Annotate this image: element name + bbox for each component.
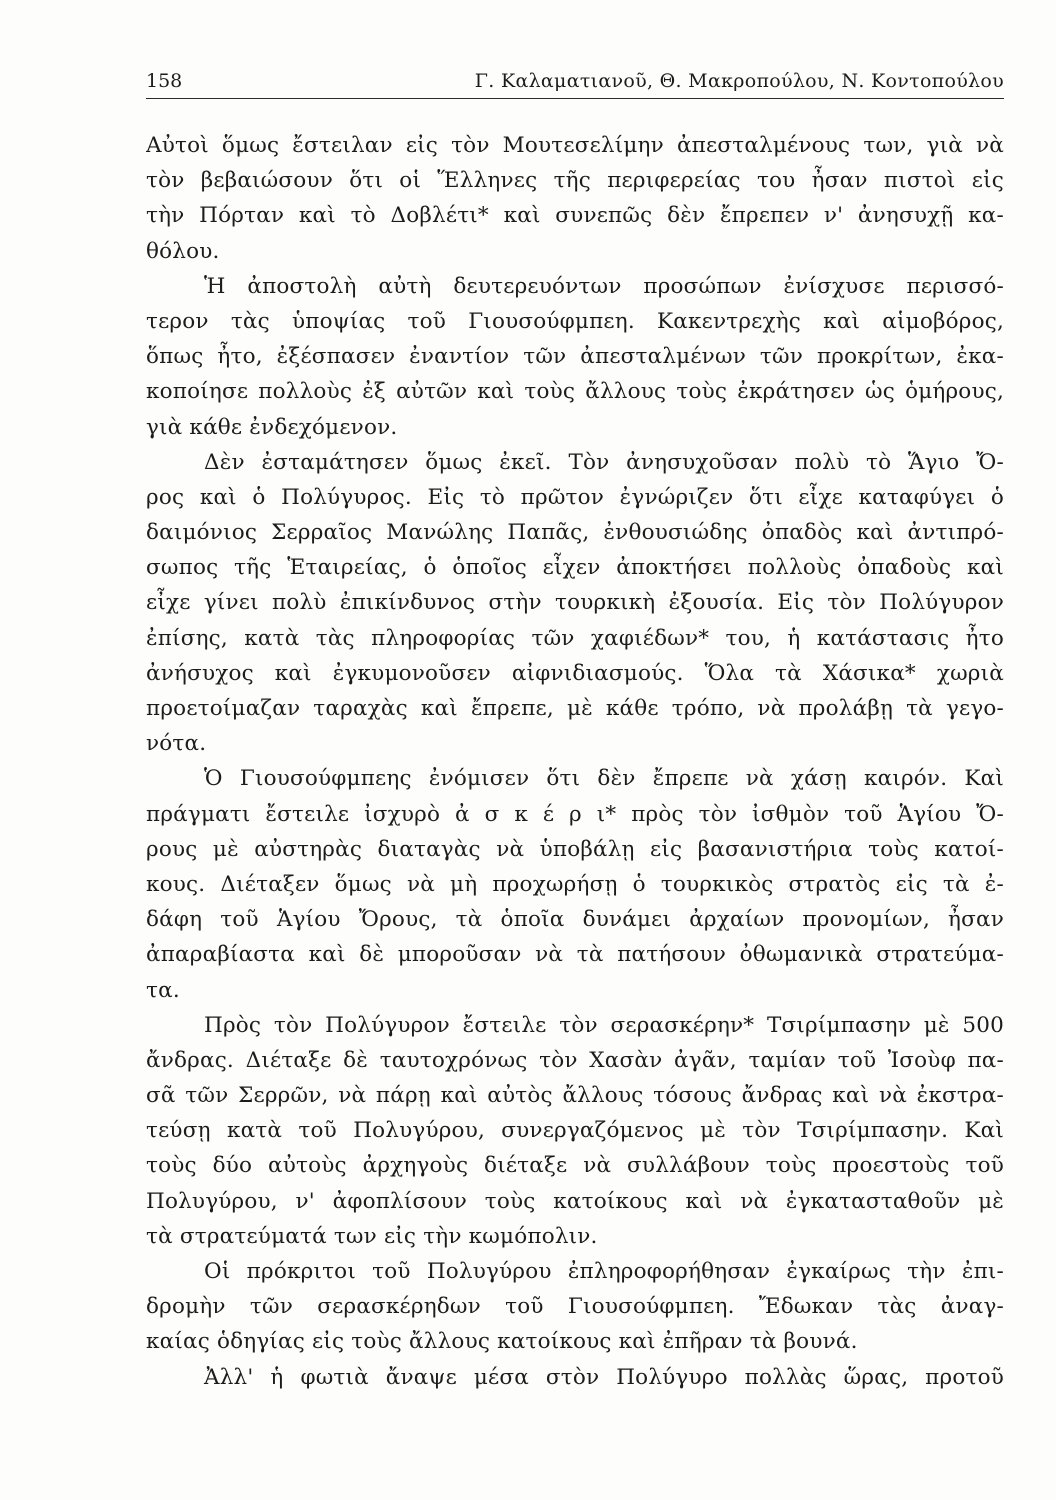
text-line: τὸν βεβαιώσουν ὅτι οἱ Ἕλληνες τῆς περιφερείας του ἦσαν πιστοὶ εἰς [146,168,1004,194]
header-rule [146,98,1004,99]
text-line: νότα. [146,731,207,757]
text-line: Αὐτοὶ ὅμως ἔστειλαν εἰς τὸν Μουτεσελίμην ἀπεσταλμένους των, γιὰ νὰ [146,133,1004,158]
text-line: Ὁ Γιουσούφμπεης ἐνόμισεν ὅτι δὲν ἔπρεπε νὰ χάσῃ καιρόν. Καὶ [204,766,1004,792]
text-line: ἐπίσης, κατὰ τὰς πληροφορίας τῶν χαφιέδων* του, ἡ κατάστασις ἦτο [146,625,1004,651]
text-line: εἶχε γίνει πολὺ ἐπικίνδυνος στὴν τουρκικὴ ἐξουσία. Εἰς τὸν Πολύγυρον [146,590,1004,616]
text-line: ἀπαραβίαστα καὶ δὲ μποροῦσαν νὰ τὰ πατήσουν ὀθωμανικὰ στρατεύμα- [146,942,1004,968]
text-line: κους. Διέταξεν ὅμως νὰ μὴ προχωρήσῃ ὁ τουρκικὸς στρατὸς εἰς τὰ ἐ- [146,871,1004,897]
text-line: τα. [146,977,180,1003]
text-line: πράγματι ἔστειλε ἰσχυρὸ ἀ σ κ έ ρ ι* πρὸς τὸν ἰσθμὸν τοῦ Ἁγίου Ὄ- [146,801,1004,827]
running-header [146,66,1004,96]
text-line: Δὲν ἐσταμάτησεν ὅμως ἐκεῖ. Τὸν ἀνησυχοῦσαν πολὺ τὸ Ἅγιο Ὄ- [204,449,1004,475]
text-line: Ἡ ἀποστολὴ αὐτὴ δευτερευόντων προσώπων ἐνίσχυσε περισσό- [204,273,1004,299]
text-line: δαιμόνιος Σερραῖος Μανώλης Παπᾶς, ἐνθουσιώδης ὀπαδὸς καὶ ἀντιπρό- [146,520,1004,546]
text-line: ἄνδρας. Διέταξε δὲ ταυτοχρόνως τὸν Χασὰν ἀγᾶν, ταμίαν τοῦ Ἰσοὺφ πα- [146,1047,1004,1073]
text-line: ὅπως ἦτο, ἐξέσπασεν ἐναντίον τῶν ἀπεσταλμένων τῶν προκρίτων, ἐκα- [146,344,1004,370]
text-line: τεύσῃ κατὰ τοῦ Πολυγύρου, συνεργαζόμενος μὲ τὸν Τσιρίμπασην. Καὶ [146,1118,1004,1144]
text-line: σᾶ τῶν Σερρῶν, νὰ πάρῃ καὶ αὐτὸς ἄλλους τόσους ἄνδρας καὶ νὰ ἐκστρα- [146,1083,1004,1109]
text-line: Ἀλλ' ἡ φωτιὰ ἄναψε μέσα στὸν Πολύγυρο πολλὰς ὥρας, προτοῦ [204,1364,1004,1390]
text-line: προετοίμαζαν ταραχὰς καὶ ἔπρεπε, μὲ κάθε τρόπο, νὰ προλάβῃ τὰ γεγο- [146,696,1004,721]
text-line: Πρὸς τὸν Πολύγυρον ἔστειλε τὸν σερασκέρην* Τσιρίμπασην μὲ 500 [204,1012,1004,1038]
text-line: τὰ στρατεύματά των εἰς τὴν κωμόπολιν. [146,1223,598,1249]
text-line: καίας ὁδηγίας εἰς τοὺς ἄλλους κατοίκους καὶ ἐπῆραν τὰ βουνά. [146,1329,858,1355]
text-line: τερον τὰς ὑποψίας τοῦ Γιουσούφμπεη. Κακεντρεχὴς καὶ αἱμοβόρος, [146,308,1004,334]
page-number: 158 [146,70,183,92]
text-line: σωπος τῆς Ἑταιρείας, ὁ ὁποῖος εἶχεν ἀποκτήσει πολλοὺς ὀπαδοὺς καὶ [146,555,1004,581]
text-line: δάφη τοῦ Ἁγίου Ὄρους, τὰ ὁποῖα δυνάμει ἀρχαίων προνομίων, ἦσαν [146,907,1004,933]
text-line: ρους μὲ αὐστηρὰς διαταγὰς νὰ ὑποβάλῃ εἰς βασανιστήρια τοὺς κατοί- [146,836,1004,862]
text-line: ρος καὶ ὁ Πολύγυρος. Εἰς τὸ πρῶτον ἐγνώριζεν ὅτι εἶχε καταφύγει ὁ [146,484,1004,510]
text-line: δρομὴν τῶν σερασκέρηδων τοῦ Γιουσούφμπεη. Ἔδωκαν τὰς ἀναγ- [146,1294,1004,1320]
text-line: Οἱ πρόκριτοι τοῦ Πολυγύρου ἐπληροφορήθησαν ἐγκαίρως τὴν ἐπι- [204,1259,1004,1284]
text-line: τοὺς δύο αὐτοὺς ἀρχηγοὺς διέταξε νὰ συλλάβουν τοὺς προεστοὺς τοῦ [146,1153,1004,1179]
text-line: τὴν Πόρταν καὶ τὸ Δοβλέτι* καὶ συνεπῶς δὲν ἔπρεπεν ν' ἀνησυχῇ κα- [146,203,1004,229]
text-line: κοποίησε πολλοὺς ἐξ αὐτῶν καὶ τοὺς ἄλλους τοὺς ἐκράτησεν ὡς ὁμήρους, [146,379,1004,405]
text-line: θόλου. [146,238,220,264]
text-line: Πολυγύρου, ν' ἀφοπλίσουν τοὺς κατοίκους καὶ νὰ ἐγκατασταθοῦν μὲ [146,1188,1004,1214]
body-text [146,128,1004,1395]
text-line: γιὰ κάθε ἐνδεχόμενον. [146,414,398,440]
running-title: Γ. Καλαματιανοῦ, Θ. Μακροπούλου, Ν. Κοντοπούλου [474,70,1004,92]
text-line: ἀνήσυχος καὶ ἐγκυμονοῦσεν αἰφνιδιασμούς. Ὅλα τὰ Χάσικα* χωριὰ [146,660,1004,686]
